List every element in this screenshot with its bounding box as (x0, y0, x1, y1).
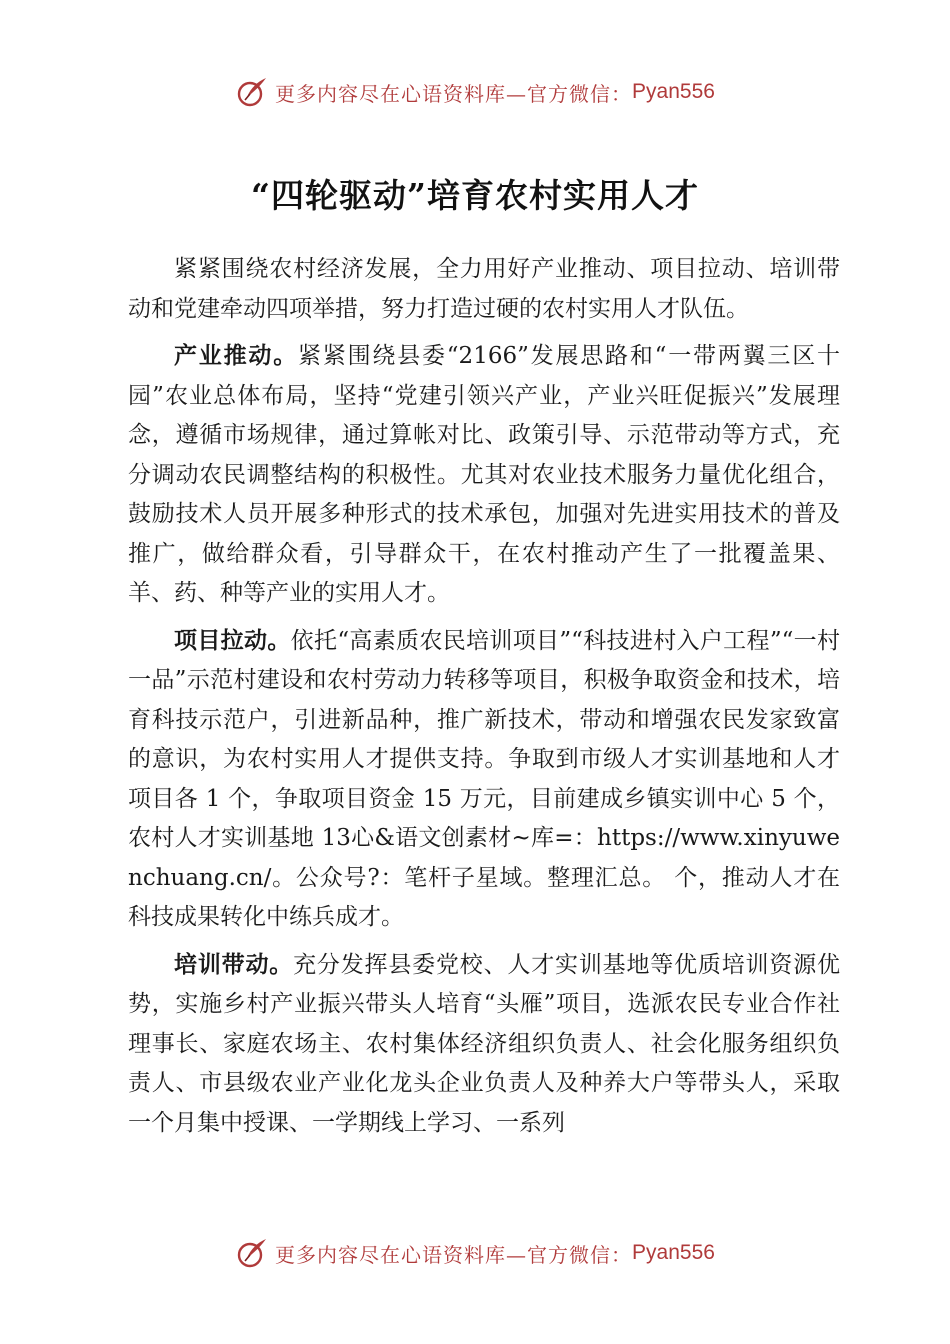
page-title: “四轮驱动”培育农村实用人才 (251, 176, 699, 216)
section-lead-heading: 培训带动。 (174, 951, 294, 978)
section-lead-heading: 产业推动。 (174, 343, 298, 369)
training-paragraph (128, 946, 840, 1144)
wechat-handle: Pyan556 (632, 1241, 715, 1264)
paragraph-text: 依托“高素质农民培训项目”“科技进村入户工程”“一村一品”示范村建设和农村劳动力转移等项目，积极争取资金和技术，培育科技示范户，引进新品种，推广新技术，带动和增强农民发家致富的意识，为农村实用人才提供支持。争取到市级人才实训基地和人才项目各 1 个，争取项目资金 15 万元，目前建成乡镇实训中心 5 个，农村人才实训基地 13心&语文创素材~库=：https://www.xinyuwenchuang.cn/。公众号?：笔杆子星域。整理汇总。 个，推动人才在科技成果转化中练兵成才。 (128, 627, 841, 930)
section-lead-heading: 项目拉动。 (174, 627, 291, 654)
wechat-handle: Pyan556 (632, 80, 715, 103)
quill-pen-logo-icon (235, 1236, 269, 1270)
paragraph-text: 紧紧围绕农村经济发展，全力用好产业推动、项目拉动、培训带动和党建牵动四项举措，努力打造过硬的农村实用人才队伍。 (128, 256, 840, 322)
paragraph-text: 充分发挥县委党校、人才实训基地等优质培训资源优势，实施乡村产业振兴带头人培育“头雁”项目，选派农民专业合作社理事长、家庭农场主、农村集体经济组织负责人、社会化服务组织负责人、市县级农业产业化龙头企业负责人及种养大户等带头人，采取一个月集中授课、一学期线上学习、一系列 (128, 951, 841, 1136)
industry-paragraph (128, 337, 840, 614)
quill-pen-logo-icon (235, 75, 269, 109)
footer-watermark-banner (0, 1233, 950, 1273)
paragraph-text: 紧紧围绕县委“2166”发展思路和“一带两翼三区十园”农业总体布局，坚持“党建引领兴产业，产业兴旺促振兴”发展理念，遵循市场规律，通过算帐对比、政策引导、示范带动等方式，充分调动农民调整结构的积极性。尤其对农业技术服务力量优化组合，鼓励技术人员开展多种形式的技术承包，加强对先进实用技术的普及推广，做给群众看，引导群众干，在农村推动产生了一批覆盖果、羊、药、种等产业的实用人才。 (128, 343, 840, 606)
intro-paragraph (128, 250, 840, 329)
header-watermark-banner (0, 72, 950, 112)
document-body (128, 250, 840, 1143)
watermark-text: 更多内容尽在心语资料库—官方微信： (275, 1242, 633, 1267)
project-paragraph (128, 622, 840, 938)
watermark-text: 更多内容尽在心语资料库—官方微信： (275, 81, 633, 106)
